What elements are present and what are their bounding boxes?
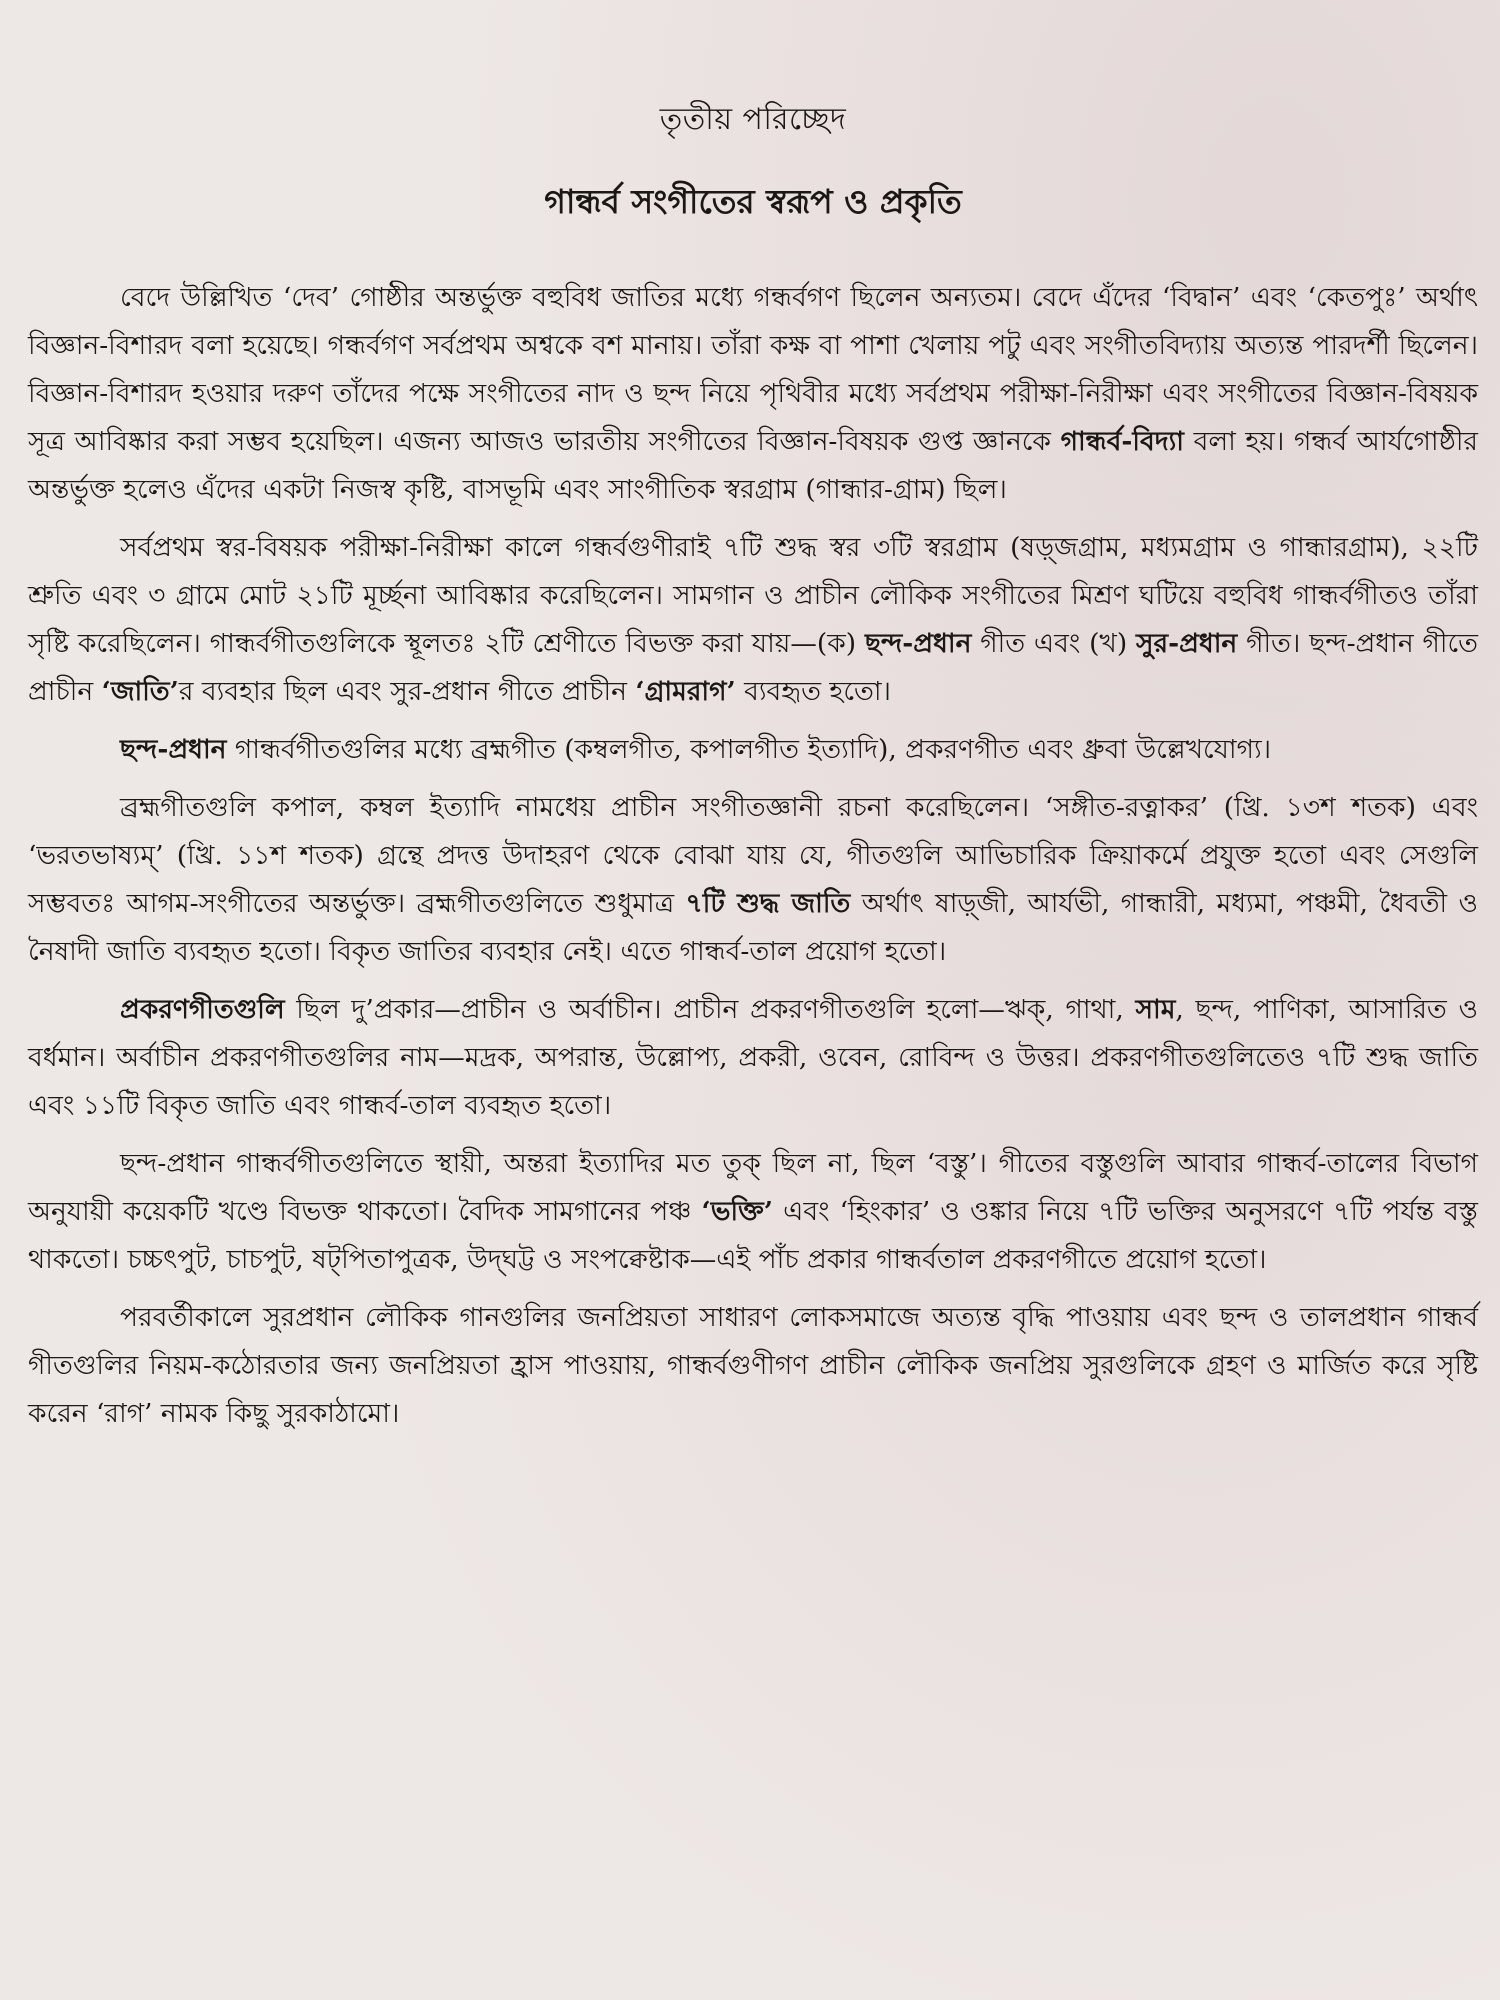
text-run: , ছন্দ, পাণিকা, আসারিত ও বর্ধমান। অর্বাচীন প্রকরণগীতগুলির নাম—মদ্রক, অপরান্ত, উল্লোপ্য, প্রকরী, ওবেন, রোবিন্দ ও উত্তর। প্রকরণগীতগুলিতেও ৭টি শুদ্ধ জাতি এবং ১১টি বিকৃত জাতি এবং গান্ধর্ব-তাল ব্যবহৃত হতো।	[28, 994, 1478, 1121]
bold-term: ছন্দ-প্রধান	[864, 628, 972, 659]
bold-term: সুর-প্রধান	[1136, 628, 1238, 659]
paragraph	[28, 1140, 1478, 1284]
bold-term: সাম	[1135, 994, 1176, 1025]
text-run: বেদে উল্লিখিত ‘দেব’ গোষ্ঠীর অন্তর্ভুক্ত বহুবিধ জাতির মধ্যে গন্ধর্বগণ ছিলেন অন্যতম। বেদে এঁদের ‘বিদ্বান’ এবং ‘কেতপুঃ’ অর্থাৎ বিজ্ঞান-বিশারদ বলা হয়েছে। গন্ধর্বগণ সর্বপ্রথম অশ্বকে বশ মানায়। তাঁরা কক্ষ বা পাশা খেলায় পটু এবং সংগীতবিদ্যায় অত্যন্ত পারদর্শী ছিলেন। বিজ্ঞান-বিশারদ হওয়ার দরুণ তাঁদের পক্ষে সংগীতের নাদ ও ছন্দ নিয়ে পৃথিবীর মধ্যে সর্বপ্রথম পরীক্ষা-নিরীক্ষা এবং সংগীতের বিজ্ঞান-বিষয়ক সূত্র আবিষ্কার করা সম্ভব হয়েছিল। এজন্য আজও ভারতীয় সংগীতের বিজ্ঞান-বিষয়ক গুপ্ত জ্ঞানকে	[28, 282, 1478, 457]
text-run: বলা হয়। গন্ধর্ব আর্যগোষ্ঠীর অন্তর্ভুক্ত হলেও এঁদের একটা নিজস্ব কৃষ্টি, বাসভূমি এবং সাংগীতিক স্বরগ্রাম (গান্ধার-গ্রাম) ছিল।	[28, 426, 1478, 505]
page-content	[28, 95, 1478, 1448]
bold-term: ‘ভক্তি’	[701, 1196, 774, 1227]
text-run: এবং ‘হিংকার’ ও ওঙ্কার নিয়ে ৭টি ভক্তির অনুসরণে ৭টি পর্যন্ত বস্তু থাকতো। চচ্চৎপুট, চাচপুট, ষট্‌পিতাপুত্রক, উদ্‌ঘট্ট ও সংপক্বেষ্টাক—এই পাঁচ প্রকার গান্ধর্বতাল প্রকরণগীতে প্রয়োগ হতো।	[28, 1196, 1478, 1275]
bold-term: গান্ধর্ব-বিদ্যা	[1060, 426, 1184, 457]
bold-term: ‘জাতি’	[101, 676, 179, 707]
bold-term: ছন্দ-প্রধান	[120, 734, 227, 765]
text-run: পরবর্তীকালে সুরপ্রধান লৌকিক গানগুলির জনপ্রিয়তা সাধারণ লোকসমাজে অত্যন্ত বৃদ্ধি পাওয়ায় এবং ছন্দ ও তালপ্রধান গান্ধর্ব গীতগুলির নিয়ম-কঠোরতার জন্য জনপ্রিয়তা হ্রাস পাওয়ায়, গান্ধর্বগুণীগণ প্রাচীন লৌকিক জনপ্রিয় সুরগুলিকে গ্রহণ ও মার্জিত করে সৃষ্টি করেন ‘রাগ’ নামক কিছু সুরকাঠামো।	[28, 1302, 1478, 1429]
text-run: সর্বপ্রথম স্বর-বিষয়ক পরীক্ষা-নিরীক্ষা কালে গন্ধর্বগুণীরাই ৭টি শুদ্ধ স্বর ৩টি স্বরগ্রাম (ষড়্‌জগ্রাম, মধ্যমগ্রাম ও গান্ধারগ্রাম), ২২টি শ্রুতি এবং ৩ গ্রামে মোট ২১টি মূর্চ্ছনা আবিষ্কার করেছিলেন। সামগান ও প্রাচীন লৌকিক সংগীতের মিশ্রণ ঘটিয়ে বহুবিধ গান্ধর্বগীতও তাঁরা সৃষ্টি করেছিলেন। গান্ধর্বগীতগুলিকে স্থূলতঃ ২টি শ্রেণীতে বিভক্ত করা যায়—(ক)	[28, 532, 1478, 659]
text-run: অর্থাৎ ষাড়্‌জী, আর্যভী, গান্ধারী, মধ্যমা, পঞ্চমী, ধৈবতী ও নৈষাদী জাতি ব্যবহৃত হতো। বিকৃত জাতির ব্যবহার নেই। এতে গান্ধর্ব-তাল প্রয়োগ হতো।	[28, 888, 1478, 967]
text-run: গীত এবং (খ)	[971, 628, 1137, 659]
section-title: গান্ধর্ব সংগীতের স্বরূপ ও প্রকৃতি	[544, 182, 962, 221]
body-text	[28, 274, 1478, 1438]
chapter-heading: তৃতীয় পরিচ্ছেদ	[659, 102, 847, 137]
text-run: ছিল দু’প্রকার—প্রাচীন ও অর্বাচীন। প্রাচীন প্রকরণগীতগুলি হলো—ঋক্, গাথা,	[284, 994, 1136, 1025]
bold-term: ৭টি শুদ্ধ জাতি	[685, 888, 851, 919]
bold-term: ‘গ্রামরাগ’	[635, 676, 736, 707]
text-run: ছন্দ-প্রধান গান্ধর্বগীতগুলিতে স্থায়ী, অন্তরা ইত্যাদির মত তুক্ ছিল না, ছিল ‘বস্তু’। গীতের বস্তুগুলি আবার গান্ধর্ব-তালের বিভাগ অনুযায়ী কয়েকটি খণ্ডে বিভক্ত থাকতো। বৈদিক সামগানের পঞ্চ	[28, 1148, 1478, 1227]
text-run: ব্রহ্মগীতগুলি কপাল, কম্বল ইত্যাদি নামধেয় প্রাচীন সংগীতজ্ঞানী রচনা করেছিলেন। ‘সঙ্গীত-রত্নাকর’ (খ্রি. ১৩শ শতক) এবং ‘ভরতভাষ্যম্’ (খ্রি. ১১শ শতক) গ্রন্থে প্রদত্ত উদাহরণ থেকে বোঝা যায় যে, গীতগুলি আভিচারিক ক্রিয়াকর্মে প্রযুক্ত হতো এবং সেগুলি সম্ভবতঃ আগম-সংগীতের অন্তর্ভুক্ত। ব্রহ্মগীতগুলিতে শুধুমাত্র	[28, 792, 1478, 919]
text-run: র ব্যবহার ছিল এবং সুর-প্রধান গীতে প্রাচীন	[178, 676, 636, 707]
paragraph	[28, 726, 1478, 774]
paragraph	[28, 784, 1478, 976]
paragraph	[28, 986, 1478, 1130]
text-run: ব্যবহৃত হতো।	[735, 676, 892, 707]
bold-term: প্রকরণগীতগুলি	[120, 994, 285, 1025]
paragraph	[28, 524, 1478, 716]
paragraph	[28, 1294, 1478, 1438]
text-run: গীত। ছন্দ-প্রধান গীতে প্রাচীন	[28, 628, 1478, 707]
paragraph	[28, 274, 1478, 514]
text-run: গান্ধর্বগীতগুলির মধ্যে ব্রহ্মগীত (কম্বলগীত, কপালগীত ইত্যাদি), প্রকরণগীত এবং ধ্রুবা উল্লেখযোগ্য।	[226, 734, 1272, 765]
